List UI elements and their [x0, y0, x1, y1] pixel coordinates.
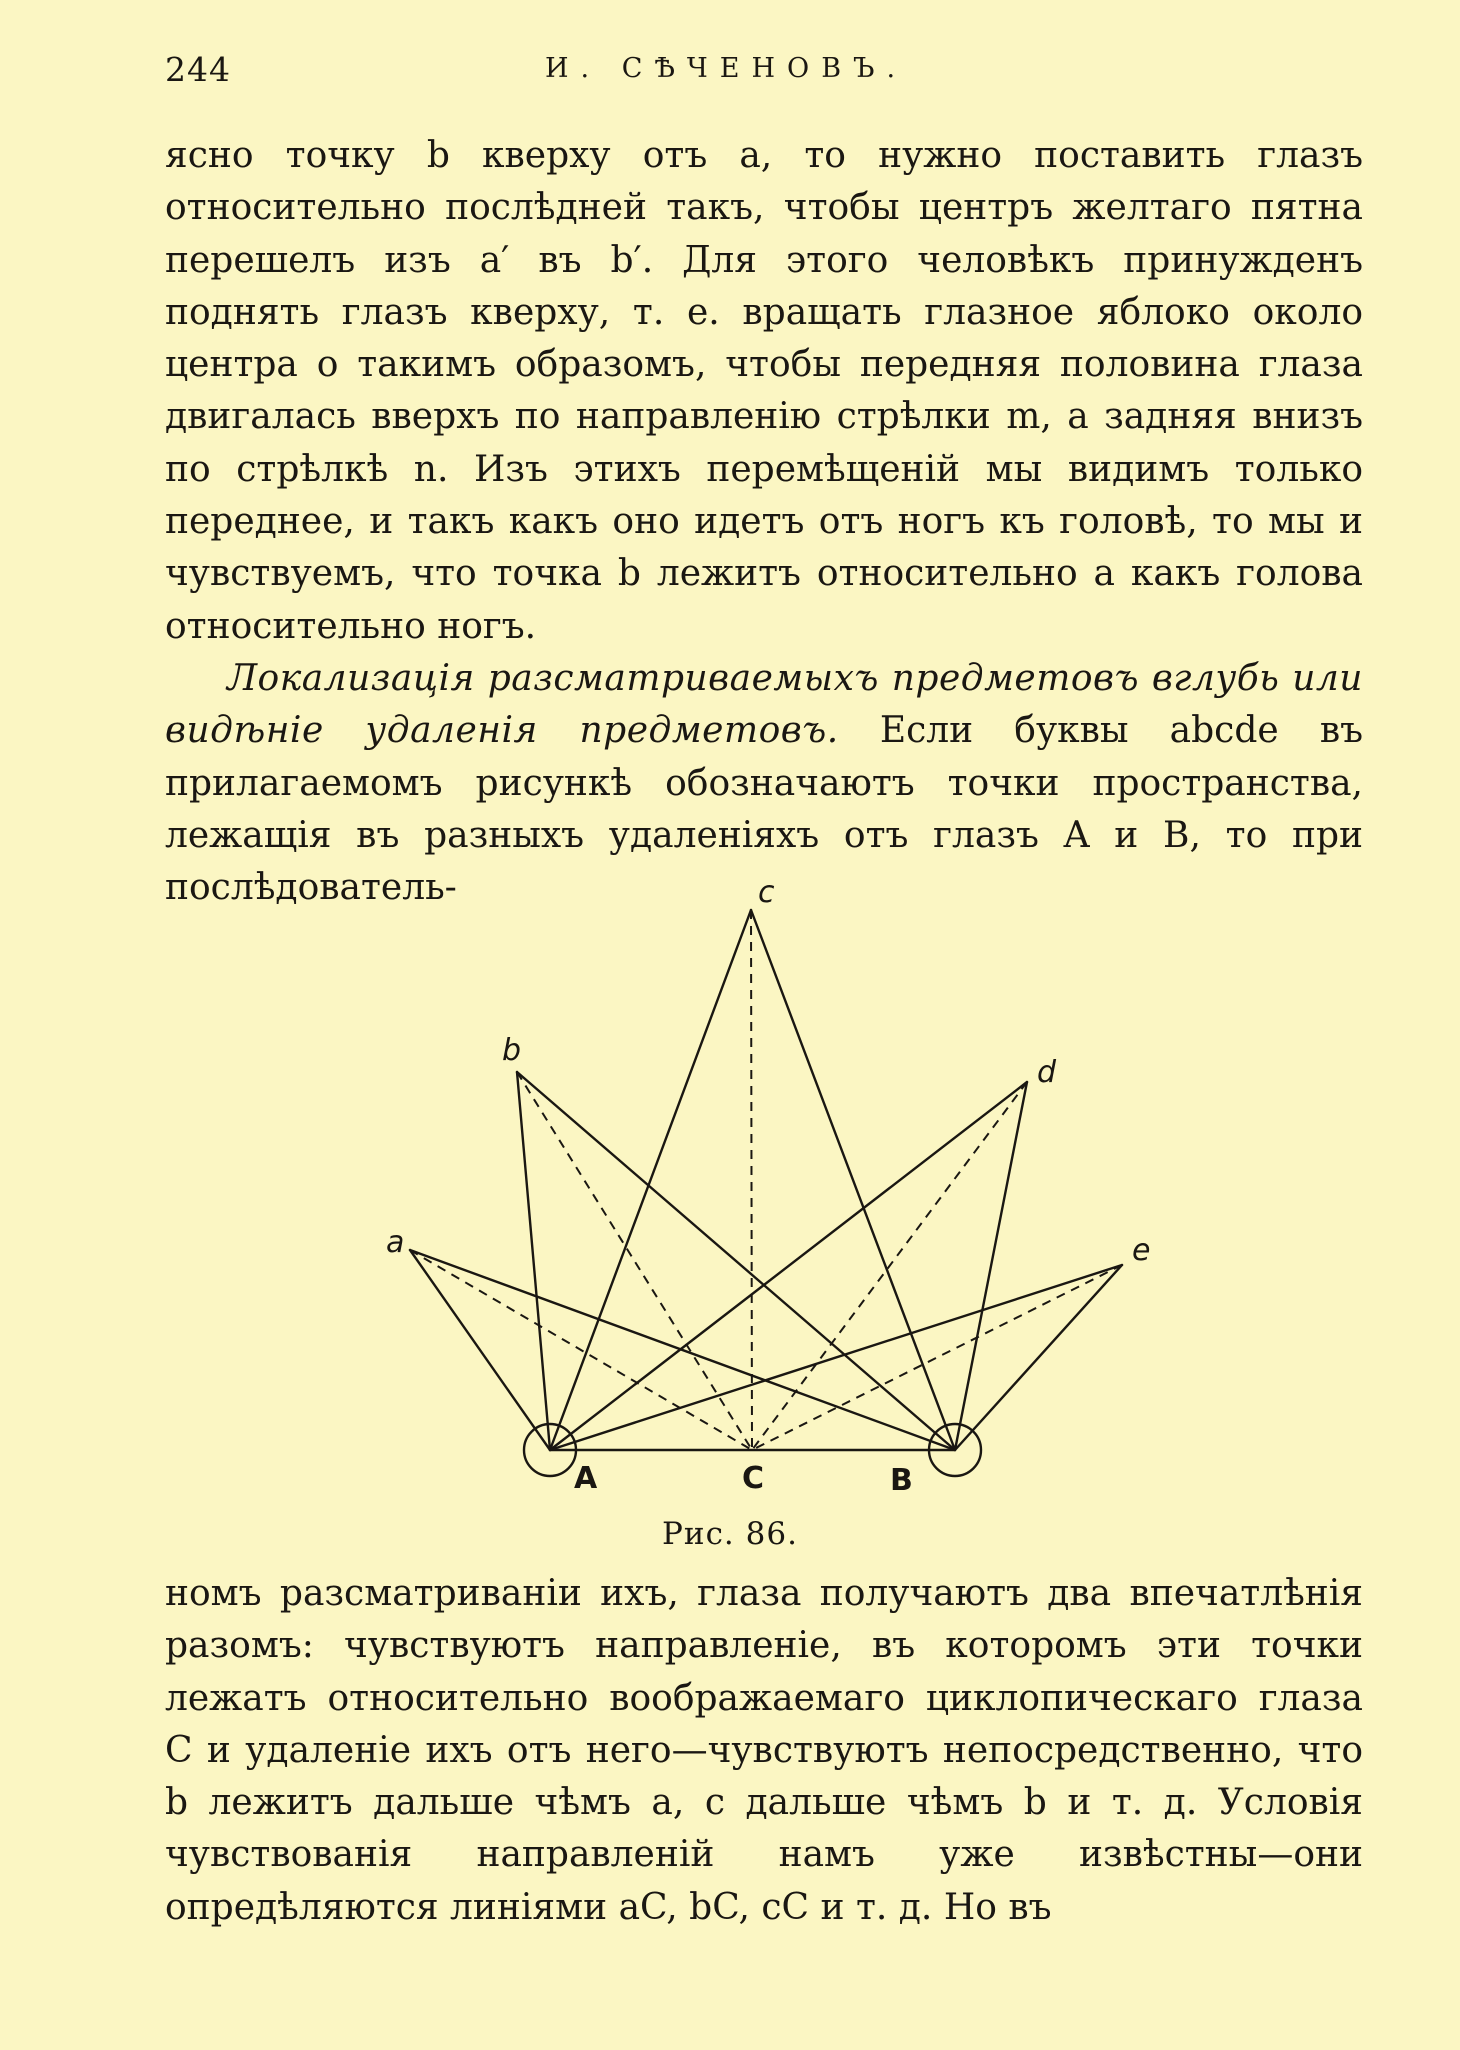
geometric-diagram [360, 875, 1151, 1500]
dashed-a-C [410, 1250, 752, 1450]
section-heading: Локализація разсматриваемыхъ предметовъ вглубь или видѣніе удаленія предметовъ. [165, 657, 1363, 752]
line-A-b [517, 1072, 550, 1450]
text-block-top [165, 130, 1363, 914]
label-C: C [742, 1461, 765, 1496]
label-b: b [502, 1033, 522, 1068]
text-block-bottom [165, 1568, 1363, 1934]
line-A-c [550, 910, 751, 1450]
line-B-c [751, 910, 955, 1450]
line-A-a [410, 1250, 550, 1450]
label-a: a [386, 1225, 405, 1260]
label-A: A [574, 1461, 598, 1496]
label-e: e [1132, 1233, 1151, 1268]
line-A-d [550, 1082, 1027, 1450]
line-A-e [550, 1265, 1122, 1450]
figure-86 [360, 875, 1151, 1500]
line-B-b [517, 1072, 955, 1450]
label-B: B [890, 1463, 913, 1498]
label-d: d [1037, 1055, 1057, 1090]
section-text: Если буквы abcde въ прилагаемомъ рисункѣ обозначаютъ точки пространства, лежащія въ разныхъ удаленіяхъ отъ глазъ A и B, то при послѣдователь- [165, 710, 1364, 909]
page-number: 244 [165, 50, 231, 89]
dashed-b-C [517, 1072, 752, 1450]
figure-caption: Рис. 86. [662, 1516, 798, 1552]
line-B-a [410, 1250, 955, 1450]
dashed-c-C [751, 910, 752, 1450]
label-c: c [758, 875, 775, 910]
dashed-e-C [752, 1265, 1122, 1450]
line-B-d [955, 1082, 1027, 1450]
paragraph: номъ разсматриваніи ихъ, глаза получаютъ два впечатлѣнія разомъ: чувствуютъ направленіе, въ которомъ эти точки лежатъ относительно воображаемаго циклопическаго глаза C и удаленіе ихъ отъ него—чувствуютъ непосредственно, что b лежитъ дальше чѣмъ a, c дальше чѣмъ b и т. д. Условія чувствованія направленій намъ уже извѣстны—они опредѣляются линіями aC, bC, cC и т. д. Но въ [165, 1573, 1363, 1928]
page-header [165, 50, 1365, 100]
running-head: И. СѢЧЕНОВЪ. [545, 53, 908, 84]
paragraph: ясно точку b кверху отъ a, то нужно поставить глазъ относительно послѣдней такъ, чтобы центръ желтаго пятна перешелъ изъ a′ въ b′. Для этого человѣкъ принужденъ поднять глазъ кверху, т. е. вращать глазное яблоко около центра o такимъ образомъ, чтобы передняя половина глаза двигалась вверхъ по направленію стрѣлки m, а задняя внизъ по стрѣлкѣ n. Изъ этихъ перемѣщеній мы видимъ только переднее, и такъ какъ оно идетъ отъ ногъ къ головѣ, то мы и чувствуемъ, что точка b лежитъ относительно a какъ голова относительно ногъ. [165, 135, 1363, 647]
